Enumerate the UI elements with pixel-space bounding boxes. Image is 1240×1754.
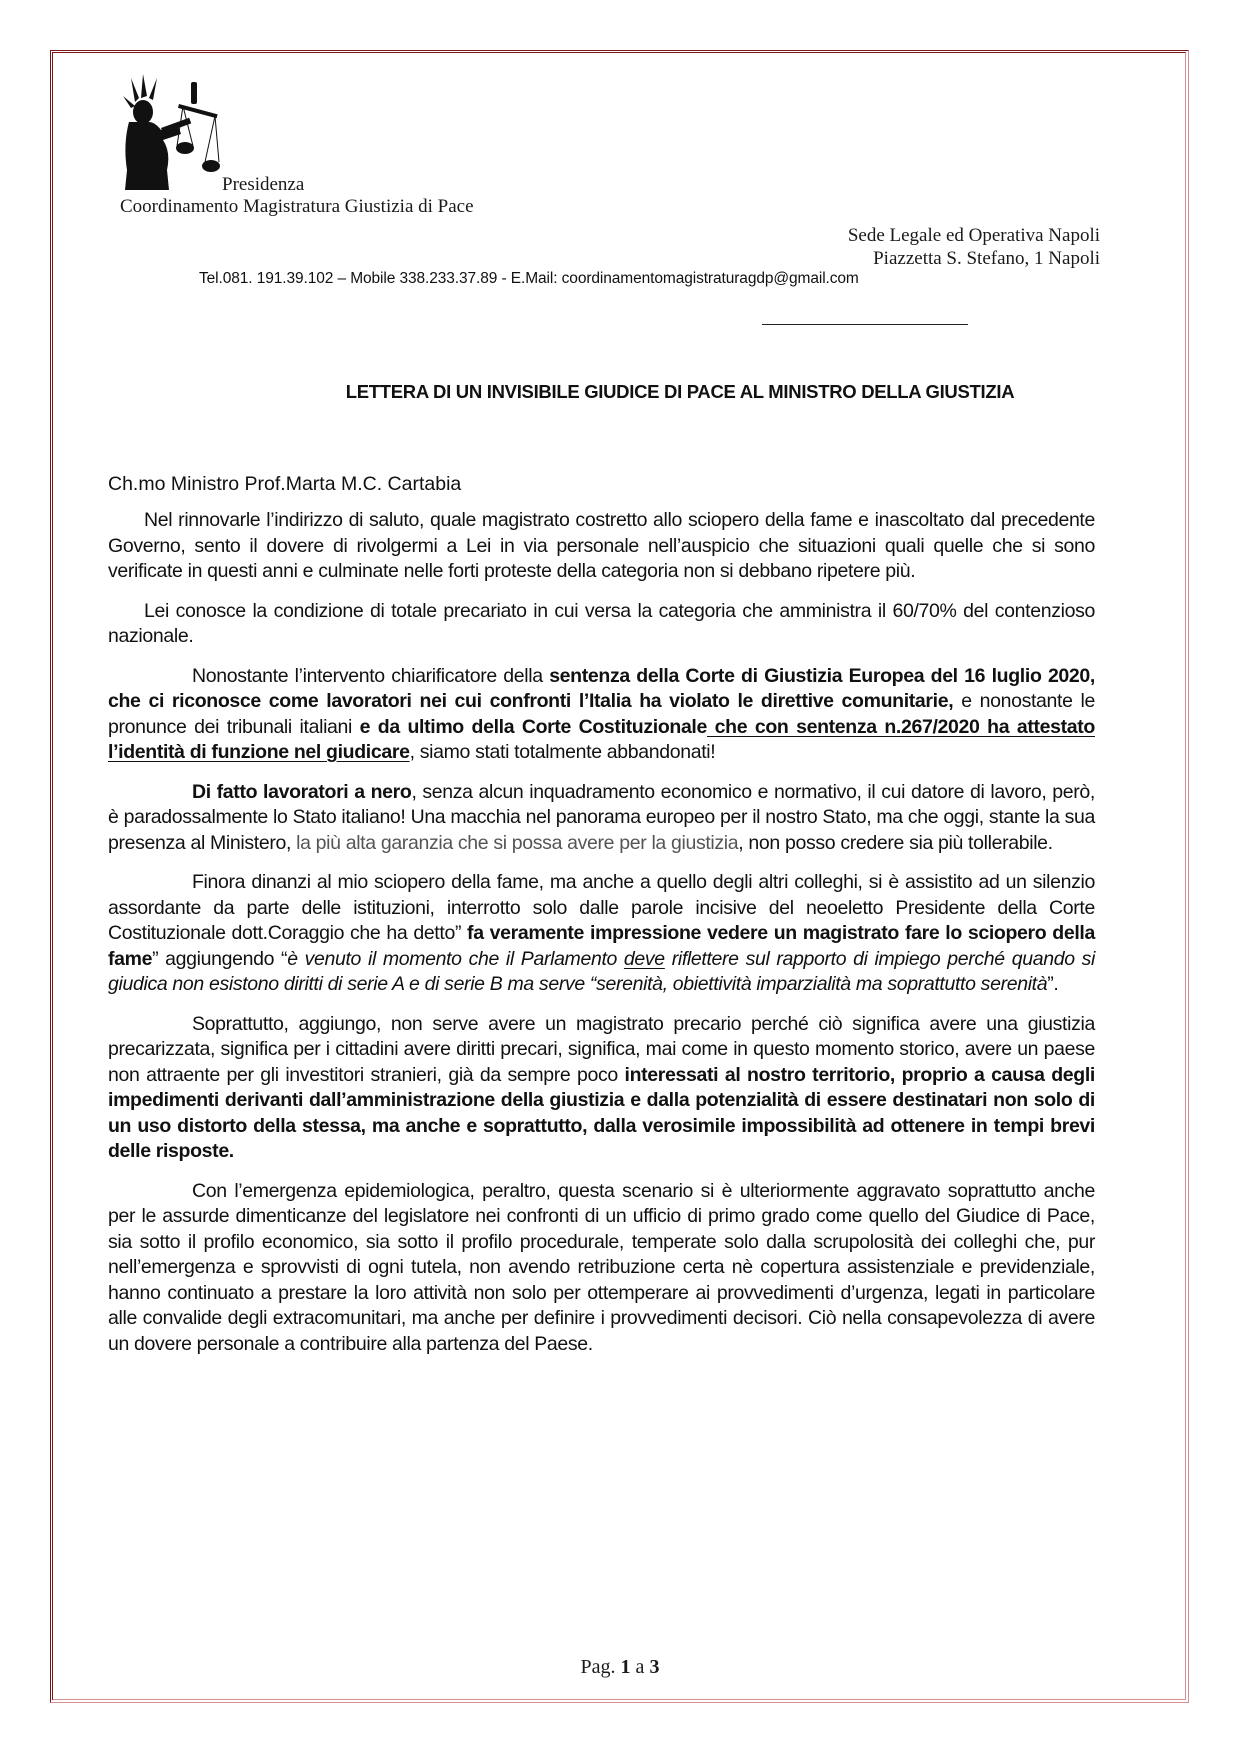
office-label: Sede Legale ed Operativa Napoli <box>847 225 1100 246</box>
paragraph-1: Nel rinnovarle l’indirizzo di saluto, quale magistrato costretto allo sciopero della fame e inascoltato dal precedente Governo, sento il dovere di rivolgermi a Lei in via personale nell’auspicio che situazioni quali quelle che si sono verificate in questi anni e culminate nelle forti proteste della categoria non si debbano ripetere più. <box>108 509 1095 582</box>
paragraph-4: Di fatto lavoratori a nero, senza alcun inquadramento economico e normativo, il cui datore di lavoro, però, è paradossalmente lo Stato italiano! Una macchia nel panorama europeo per il nostro Stato, ma che oggi, stante la sua presenza al Ministero, la più alta garanzia che si possa avere per la giustizia, non posso credere sia più tollerabile. <box>108 780 1095 854</box>
presidency-label: Presidenza <box>222 174 305 195</box>
letter-body <box>108 508 1095 1371</box>
greeting: Ch.mo Ministro Prof.Marta M.C. Cartabia <box>108 473 462 495</box>
paragraph-3: Nonostante l’intervento chiarificatore della sentenza della Corte di Giustizia Europea del 16 luglio 2020, che ci riconosce come lavoratori nei cui confronti l’Italia ha violato le direttive comunitarie, e nonostante le pronunce dei tribunali italiani e da ultimo della Corte Costituzionale che con sentenza n.267/2020 ha attestato l’identità di funzione nel giudicare, siamo stati totalmente abbandonati! <box>108 664 1095 763</box>
organization-name: Coordinamento Magistratura Giustizia di Pace <box>120 196 474 217</box>
page-number: Pag. 1 a 3 <box>580 1656 660 1678</box>
paragraph-5: Finora dinanzi al mio sciopero della fame, ma anche a quello degli altri colleghi, si è assistito ad un silenzio assordante da parte delle istituzioni, interrotto solo dalle parole incisive del neoeletto Presidente della Corte Costituzionale dott.Coraggio che ha detto” fa veramente impressione vedere un magistrato fare lo sciopero della fame” aggiungendo “è venuto il momento che il Parlamento deve riflettere sul rapporto di impiego perché quando si giudica non esistono diritti di serie A e di serie B ma serve “serenità, obiettività imparzialità ma soprattutto serenità”. <box>108 871 1095 995</box>
office-address <box>848 224 1100 270</box>
contact-info: Tel.081. 191.39.102 – Mobile 338.233.37.89 - E.Mail: coordinamentomagistraturagdp@gmail.com <box>199 270 859 287</box>
header-separator <box>762 324 968 325</box>
office-street: Piazzetta S. Stefano, 1 Napoli <box>873 248 1100 269</box>
document-title: LETTERA DI UN INVISIBILE GIUDICE DI PACE AL MINISTRO DELLA GIUSTIZIA <box>345 381 1015 402</box>
paragraph-6: Soprattutto, aggiungo, non serve avere un magistrato precario perché ciò significa avere una giustizia precarizzata, significa per i cittadini avere diritti precari, significa, mai come in questo momento storico, avere un paese non attraente per gli investitori stranieri, già da sempre poco interessati al nostro territorio, proprio a causa degli impedimenti derivanti dall’amministrazione della giustizia e dalla potenzialità di essere destinatari non solo di un uso distorto della stessa, ma anche e soprattutto, dalla verosimile impossibilità ad ottenere in tempi brevi delle risposte. <box>108 1012 1096 1162</box>
lady-justice-scales-icon <box>121 74 221 192</box>
paragraph-2: Lei conosce la condizione di totale precariato in cui versa la categoria che amministra il 60/70% del contenzioso nazionale. <box>108 599 1095 647</box>
paragraph-7: Con l’emergenza epidemiologica, peraltro, questa scenario si è ulteriormente aggravato soprattutto anche per le assurde dimenticanze del legislatore nei confronti di un ufficio di primo grado come quello del Giudice di Pace, sia sotto il profilo economico, sia sotto il profilo procedurale, temperate solo dalla scrupolosità dei colleghi che, pur nell’emergenza e sprovvisti di ogni tutela, non avendo retribuzione certa nè copertura assistenziale e previdenziale, hanno continuato a prestare la loro attività non solo per ottemperare ai provvedimenti d’urgenza, legati in particolare alle convalide degli extracomunitari, ma anche per definire i provvedimenti decisori. Ciò nella consapevolezza di avere un dovere personale a contribuire alla partenza del Paese. <box>108 1179 1095 1355</box>
